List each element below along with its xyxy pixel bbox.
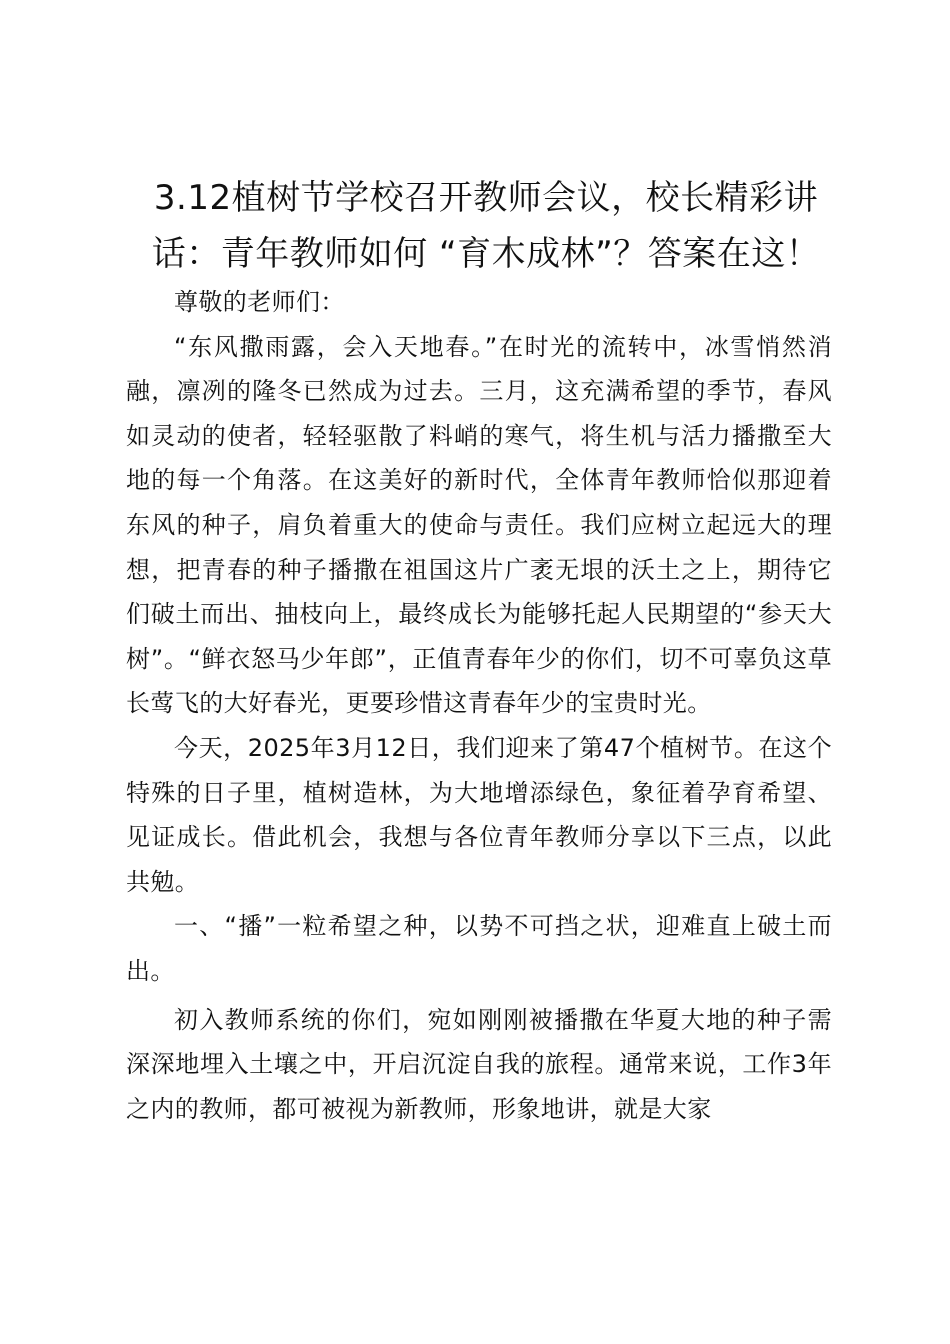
document-body: [126, 280, 832, 1131]
paragraph-1: “东风撒雨露，会入天地春。”在时光的流转中，冰雪悄然消融，凛冽的隆冬已然成为过去。三月，这充满希望的季节，春风如灵动的使者，轻轻驱散了料峭的寒气，将生机与活力播撒至大地的每一个角落。在这美好的新时代，全体青年教师恰似那迎着东风的种子，肩负着重大的使命与责任。我们应树立起远大的理想，把青春的种子播撒在祖国这片广袤无垠的沃土之上，期待它们破土而出、抽枝向上，最终成长为能够托起人民期望的“参天大树”。“鲜衣怒马少年郎”，正值青春年少的你们，切不可辜负这草长莺飞的大好春光，更要珍惜这青春年少的宝贵时光。: [126, 332, 832, 718]
salutation: 尊敬的老师们：: [174, 288, 345, 316]
document-title: 3.12植树节学校召开教师会议，校长精彩讲话：青年教师如何 “育木成林”？答案在这！: [151, 178, 821, 274]
paragraph-3: 初入教师系统的你们，宛如刚刚被播撒在华夏大地的种子需深深地埋入土壤之中，开启沉淀自我的旅程。通常来说，工作3年之内的教师，都可被视为新教师，形象地讲，就是大家: [126, 1005, 832, 1123]
paragraph-2: 今天，2025年3月12日，我们迎来了第47个植树节。在这个特殊的日子里，植树造林，为大地增添绿色，象征着孕育希望、见证成长。借此机会，我想与各位青年教师分享以下三点，以此共勉。: [126, 733, 832, 896]
section-heading: 一、“播”一粒希望之种，以势不可挡之状，迎难直上破土而出。: [126, 912, 832, 985]
